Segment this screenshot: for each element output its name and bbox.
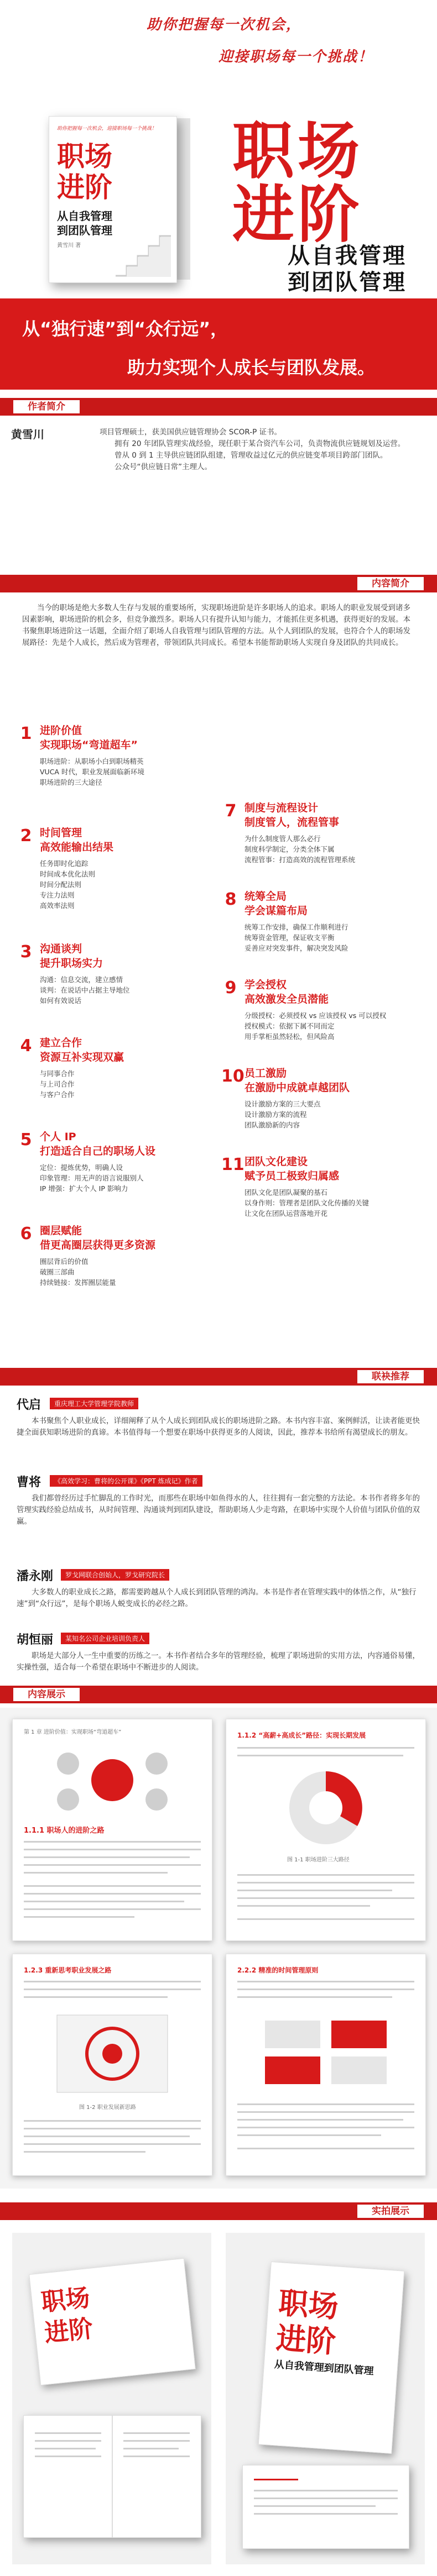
chapter-items <box>40 858 95 911</box>
book-cover-title-1: 职场 <box>57 140 112 172</box>
chapter-item: 用手掌柜虽然轻松，但风险高 <box>244 1032 335 1041</box>
chapter-title-a: 学会授权 <box>244 979 287 991</box>
chapter-title-b: 高效能输出结果 <box>40 841 114 853</box>
book-cover-title-2: 进阶 <box>57 171 112 203</box>
chapter-item: 如何有效说话 <box>40 996 82 1005</box>
chapter-title-a: 制度与流程设计 <box>244 802 319 814</box>
chapter-title-b: 高效激发全员潜能 <box>244 993 329 1005</box>
recommend-text: 我们都曾经历过手忙脚乱的工作时光，而那些在职场中如鱼得水的人，往往拥有一套完整的方法论。本书作者将多年的管理实践经验总结成书，从时间管理、沟通谈判到团队建设，帮助职场人少走弯路，在职场中实现个人价值与团队价值的双赢。 <box>17 1494 420 1526</box>
preview-page-1 <box>12 1719 212 1941</box>
recommender-title: 《高效学习：曹将的公开课》《PPT 炼成记》作者 <box>50 1475 202 1487</box>
chapter-title-b: 制度管人，流程管事 <box>244 816 340 828</box>
recommend-section-title: 联袂推荐 <box>357 1370 424 1383</box>
chapter-items <box>244 1187 369 1219</box>
chapter-items <box>40 1068 75 1100</box>
chapter-item: VUCA 时代，职业发展面临新环境 <box>40 768 144 776</box>
book-cover <box>49 116 177 283</box>
hero-slogan-1: 助你把握每一次机会， <box>147 17 302 33</box>
chapter-items <box>244 1099 321 1130</box>
recommender-title: 重庆理工大学管理学院教师 <box>50 1398 138 1409</box>
hero-slogan-2: 迎接职场每一个挑战！ <box>218 49 374 65</box>
chapter-item: 时间分配法则 <box>40 880 82 889</box>
photo-cover-subtitle: 从自我管理到团队管理 <box>274 2358 374 2378</box>
chapter-items <box>244 833 355 865</box>
preview-area <box>0 1708 437 2189</box>
chapter-title-a: 建立合作 <box>40 1037 82 1049</box>
page-section-title: 1.1.1 职场人的进阶之路 <box>24 1827 105 1835</box>
photos-section-title: 实拍展示 <box>357 2205 424 2218</box>
author-bio-line: 项目管理硕士，获美国供应链管理协会 SCOR-P 证书。 <box>100 428 282 437</box>
catalog-chapter <box>17 942 221 1036</box>
book-spine <box>176 118 190 280</box>
catalog-right-column <box>221 801 426 1244</box>
chapter-items <box>40 1162 144 1194</box>
photo-cover-title-1: 职场 <box>277 2285 340 2325</box>
recommender-name: 曹将 <box>17 1476 41 1489</box>
chapter-item: 圈层背后的价值 <box>40 1257 89 1266</box>
chapter-item: 授权模式：依据下属不同而定 <box>244 1022 335 1030</box>
chapter-item: 团队文化是团队凝聚的基石 <box>244 1188 328 1197</box>
chapter-title-b: 提升职场实力 <box>40 957 103 969</box>
hero-subtitle-1: 从自我管理 <box>288 243 407 269</box>
chapter-title-a: 沟通谈判 <box>40 943 82 955</box>
chapter-item: 妥善应对突发事件，解决突发风险 <box>244 944 348 952</box>
page-diagram <box>51 2010 173 2098</box>
chapter-number: 7 <box>225 801 237 821</box>
catalog-chapter <box>221 801 426 890</box>
intro-section-header <box>0 575 437 592</box>
chapter-item: 任务即时化追踪 <box>40 859 89 868</box>
chapter-number: 5 <box>20 1130 32 1150</box>
catalog-chapter <box>221 978 426 1067</box>
chapter-title-a: 圈层赋能 <box>40 1225 82 1237</box>
chapter-item: 统筹工作安排，确保工作顺利进行 <box>244 923 348 931</box>
chapter-title-b: 赋予员工极致归属感 <box>244 1170 340 1182</box>
catalog-chapter <box>221 1155 426 1244</box>
chapter-number: 9 <box>225 978 237 998</box>
chapter-item: 设计激励方案的流程 <box>244 1110 307 1119</box>
catalog <box>0 713 437 1365</box>
photo-cover <box>226 2233 425 2564</box>
chapter-item: 沟通：信息交流，建立感情 <box>40 975 123 984</box>
recommender-title: 某知名公司企业培训负责人 <box>61 1633 149 1644</box>
catalog-chapter <box>17 826 221 942</box>
chapter-item: 团队激励新的内容 <box>244 1121 300 1129</box>
chapter-item: 分级授权：必须授权 vs 应该授权 vs 可以授权 <box>244 1011 387 1020</box>
chapter-title-b: 实现职场“弯道超车” <box>40 739 138 751</box>
photo-book-standing <box>29 2258 196 2385</box>
intro-section-title: 内容简介 <box>357 577 424 590</box>
chapter-items <box>40 756 144 788</box>
chapter-title-a: 个人 IP <box>40 1131 76 1143</box>
photo-book-cover <box>258 2262 405 2454</box>
author-bio <box>100 427 420 473</box>
recommender-name: 潘永刚 <box>17 1570 54 1583</box>
recommend-item <box>17 1567 420 1630</box>
chapter-title-b: 在激励中成就卓越团队 <box>244 1082 350 1094</box>
catalog-chapter <box>17 1130 221 1224</box>
chapter-item: 时间成本优化法则 <box>40 870 96 878</box>
chapter-title-b: 打造适合自己的职场人设 <box>40 1145 156 1157</box>
chapter-number: 11 <box>221 1155 244 1174</box>
chapter-items <box>244 922 348 953</box>
photo-book-title-2: 进阶 <box>43 2314 95 2348</box>
recommend-section-header <box>0 1368 437 1386</box>
photo-book-inner <box>242 2465 409 2549</box>
chapter-title-b: 借更高圈层获得更多资源 <box>40 1239 156 1251</box>
chapter-number: 4 <box>20 1036 32 1056</box>
hero-title-2: 进阶 <box>232 179 363 251</box>
recommend-text: 本书聚焦个人职业成长，详细阐释了从个人成长到团队成长的职场进阶之路。本书内容丰富、案例鲜活，让读者能更快捷全面获知职场进阶的真谛。本书值得每一个想要在职场中获得更多的人阅读，因此，推荐本书给所有渴望成长的朋友。 <box>17 1416 420 1437</box>
chapter-item: 让文化在团队运营落地开花 <box>244 1209 328 1218</box>
page-caption: 图 1-2 职业发展新思路 <box>79 2105 136 2111</box>
chapter-item: 与同事合作 <box>40 1069 75 1078</box>
book-cover-slogan: 助你把握每一次机会，迎接职场每一个挑战！ <box>57 126 157 132</box>
catalog-chapter <box>221 1067 426 1155</box>
catalog-chapter <box>17 1036 221 1130</box>
preview-page-2 <box>226 1719 426 1941</box>
chapter-item: 谈判：在说话中占据主导地位 <box>40 986 130 994</box>
chapter-title-a: 进阶价值 <box>40 725 82 737</box>
chapter-number: 10 <box>221 1067 244 1086</box>
chapter-item: 持续链接：发挥圈层能量 <box>40 1278 116 1287</box>
chapter-item: 为什么制度管人那么必行 <box>244 835 321 843</box>
page-section-title: 1.1.2 “高薪+高成长”路径：实现长期发展 <box>237 1732 366 1739</box>
recommender-title: 罗戈网联合创始人，罗戈研究院长 <box>61 1569 169 1581</box>
chapter-item: 与上司合作 <box>40 1080 75 1088</box>
slogan-banner <box>0 298 437 390</box>
preview-section-header <box>0 1686 437 1703</box>
preview-section-title: 内容展示 <box>13 1688 80 1701</box>
chapter-item: 定位：提炼优势，明确人设 <box>40 1163 123 1172</box>
page-diagram <box>259 2010 392 2092</box>
chapter-title-a: 时间管理 <box>40 827 82 839</box>
photos-section-header <box>0 2202 437 2220</box>
banner-line-2: 助力实现个人成长与团队发展。 <box>127 357 376 378</box>
recommend-item <box>17 1395 420 1473</box>
chapter-title-a: 统筹全局 <box>244 890 287 903</box>
recommend-item <box>17 1473 420 1567</box>
hero-subtitle-2: 到团队管理 <box>288 270 407 295</box>
chapter-number: 2 <box>20 826 32 846</box>
author-section-title: 作者简介 <box>13 400 80 413</box>
chapter-item: 与客户合作 <box>40 1090 75 1099</box>
chapter-item: 以身作则：管理者是团队文化传播的关键 <box>244 1199 370 1207</box>
preview-page-3 <box>12 1954 212 2176</box>
author-bio-line: 拥有 20 年团队管理实战经验，现任职于某合资汽车公司，负责物流供应链规划及运营。 <box>115 439 405 448</box>
chapter-items <box>40 1256 116 1288</box>
author-section-header <box>0 398 437 416</box>
chapter-title-b: 资源互补实现双赢 <box>40 1051 124 1063</box>
recommend-list <box>17 1395 420 1694</box>
book-cover-author: 黄雪川 著 <box>57 243 81 249</box>
catalog-chapter <box>17 724 221 826</box>
chapter-title-b: 学会谋篇布局 <box>244 905 308 917</box>
author-bio-line: 曾从 0 到 1 主导供应链团队组建，管理收益过亿元的供应链变革项目跨部门团队。 <box>115 451 388 460</box>
intro-text: 当今的职场是绝大多数人生存与发展的重要场所，实现职场进阶是许多职场人的追求。职场人的职业发展受到诸多因素影响，职场进阶的机会多，但竞争激烈多。职场人只有提升认知与能力，才能抓住更多机遇，获得更好的发展。本书聚焦职场进阶这一话题，全面介绍了职场人自我管理与团队管理的方法。从个人到团队的发展，也符合个人的职场发展路径：先是个人成长，然后成为管理者，带领团队共同成长。希望本书能帮助职场人实现自身及团队的共同成长。 <box>22 604 410 647</box>
chapter-number: 6 <box>20 1224 32 1244</box>
chapter-item: IP 增强：扩大个人 IP 影响力 <box>40 1184 128 1193</box>
chapter-item: 破圈三部曲 <box>40 1268 75 1276</box>
chapter-items <box>244 1010 386 1042</box>
page-diagram <box>276 1766 376 1849</box>
banner-line-1: 从“独行速”到“众行远”， <box>22 318 228 339</box>
chapter-item: 高效率法则 <box>40 901 75 910</box>
chapter-number: 8 <box>225 890 237 909</box>
page-section-title: 1.2.3 重新思考职业发展之路 <box>24 1966 112 1974</box>
photo-book-open <box>23 2415 201 2538</box>
chapter-item: 印象管理：用无声的语言说服别人 <box>40 1174 144 1182</box>
chapter-title-a: 团队文化建设 <box>244 1156 308 1168</box>
chapter-item: 职场进阶：从职场小白到职场精英 <box>40 757 144 765</box>
book-cover-subtitle-2: 到团队管理 <box>57 224 112 237</box>
author-name: 黄雪川 <box>11 428 44 441</box>
stairs-illustration <box>116 227 171 277</box>
page-diagram <box>46 1747 179 1813</box>
recommend-text: 大多数人的职业成长之路，都需要跨越从个人成长到团队管理的鸿沟。本书是作者在管理实践中的体悟之作，从“独行速”到“众行远”，是每个职场人蜕变成长的必经之路。 <box>17 1588 417 1608</box>
preview-page-4 <box>226 1954 426 2176</box>
page-section-title: 2.2.2 精准的时间管理原则 <box>237 1966 319 1974</box>
recommend-item <box>17 1630 420 1694</box>
chapter-item: 制度科学制定，分类全体下属 <box>244 845 335 853</box>
author-bio-line: 公众号“供应链日常”主理人。 <box>115 463 212 471</box>
recommender-name: 胡恒丽 <box>17 1633 54 1647</box>
page-chapter-header: 第 1 章 进阶价值：实现职场“弯道超车” <box>24 1729 122 1735</box>
chapter-item: 专注力法则 <box>40 891 75 899</box>
photo-book-title-1: 职场 <box>40 2284 91 2317</box>
chapter-item: 设计激励方案的三大要点 <box>244 1100 321 1108</box>
chapter-item: 统筹资金管理，保证收支平衡 <box>244 933 335 942</box>
catalog-left-column <box>17 724 221 1318</box>
chapter-number: 1 <box>20 724 32 743</box>
photo-open-book <box>12 2233 211 2564</box>
catalog-chapter <box>17 1224 221 1318</box>
catalog-chapter <box>221 890 426 978</box>
page-caption: 图 1-1 职场进阶三大路径 <box>287 1857 350 1863</box>
chapter-number: 3 <box>20 942 32 962</box>
hero-title-1: 职场 <box>232 116 363 187</box>
book-cover-subtitle-1: 从自我管理 <box>57 209 112 223</box>
chapter-items <box>40 974 130 1006</box>
hero-section <box>0 0 437 298</box>
chapter-title-a: 员工激励 <box>244 1067 287 1079</box>
recommender-name: 代启 <box>17 1398 41 1412</box>
photo-cover-title-2: 进阶 <box>275 2321 337 2360</box>
chapter-item: 流程管事：打造高效的流程管理系统 <box>244 856 356 864</box>
chapter-item: 职场进阶的三大途径 <box>40 778 102 786</box>
recommend-text: 职场是大部分人一生中重要的历练之一。本书作者结合多年的管理经验，梳理了职场进阶的实用方法，内容通俗易懂，实操性强，适合每一个希望在职场中不断进步的人阅读。 <box>17 1651 420 1672</box>
